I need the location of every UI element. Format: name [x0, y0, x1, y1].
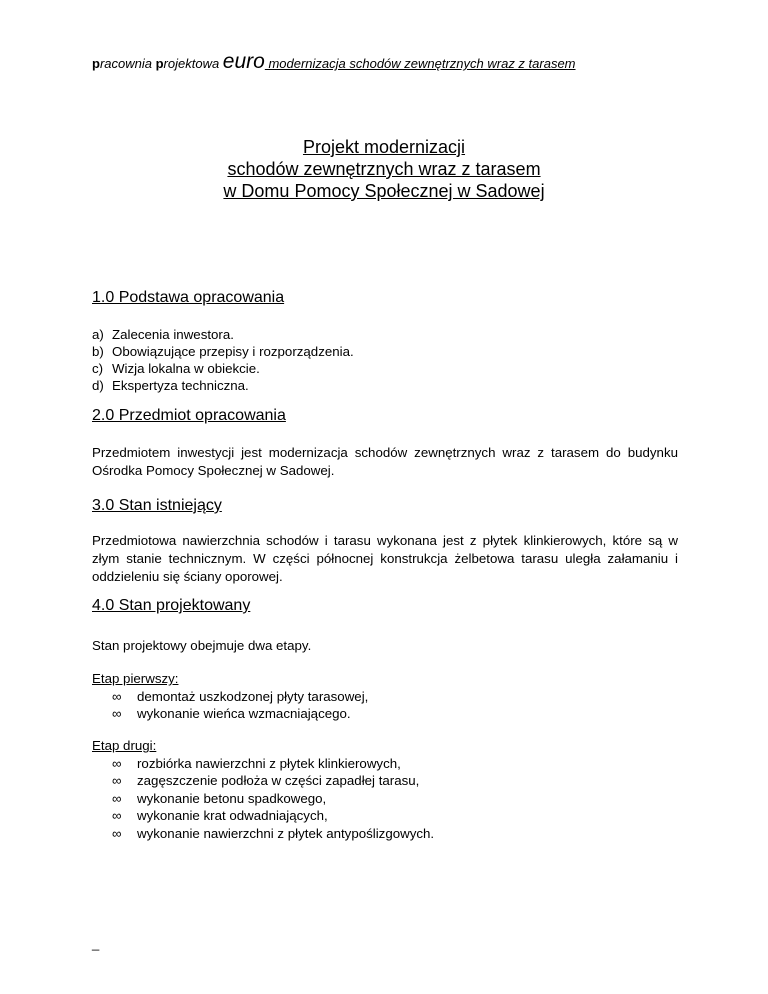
title-line-1: Projekt modernizacji: [302, 137, 466, 157]
bullet-infinity-icon: ∞: [112, 755, 122, 771]
section-3-paragraph: Przedmiotowa nawierzchnia schodów i tarasu wykonana jest z płytek klinkierowych, które są w złym stanie technicznym. W części północnej konstrukcja żelbetowa tarasu uległa załamaniu i oddzieleniu się ściany oporowej.: [92, 533, 678, 584]
list-item: [92, 755, 434, 773]
bullet-infinity-icon: ∞: [112, 773, 122, 788]
header-initial-p2: p: [155, 56, 164, 71]
list-text: wykonanie krat odwadniających,: [137, 808, 328, 823]
list-item: [92, 326, 354, 343]
section-4-heading: 4.0 Stan projektowany: [92, 597, 251, 614]
list-text: rozbiórka nawierzchni z płytek klinkierowych,: [137, 755, 401, 771]
list-item: [92, 377, 354, 394]
section-3-heading: 3.0 Stan istniejący: [92, 497, 222, 514]
header-initial-p1: p: [92, 56, 100, 71]
list-text: Zalecenia inwestora.: [112, 327, 234, 342]
list-item: [92, 825, 434, 843]
title-line-3: w Domu Pomocy Społecznej w Sadowej: [223, 181, 545, 201]
list-text: Wizja lokalna w obiekcie.: [112, 361, 260, 376]
bullet-infinity-icon: ∞: [112, 790, 122, 806]
list-item: [92, 772, 434, 790]
section-1-list: [92, 326, 354, 394]
bullet-infinity-icon: ∞: [112, 825, 122, 841]
list-item: [92, 360, 354, 377]
list-marker: a): [92, 327, 104, 342]
list-item: [92, 343, 354, 360]
bullet-infinity-icon: ∞: [112, 706, 122, 721]
section-2-paragraph: Przedmiotem inwestycji jest modernizacja schodów zewnętrznych wraz z tarasem do budynku Ośrodka Pomocy Społecznej w Sadowej.: [92, 445, 678, 478]
list-item: [92, 807, 434, 825]
list-marker: d): [92, 378, 104, 393]
etap-1-label: Etap pierwszy:: [92, 671, 179, 686]
list-item: [92, 688, 368, 706]
section-2-heading: 2.0 Przedmiot opracowania: [92, 407, 286, 424]
list-text: wykonanie wieńca wzmacniającego.: [137, 706, 351, 721]
list-text: Ekspertyza techniczna.: [112, 378, 249, 393]
etap-1-block: [92, 670, 368, 723]
header-subtitle: modernizacja schodów zewnętrznych wraz z tarasem: [264, 56, 576, 71]
section-1-heading: 1.0 Podstawa opracowania: [92, 289, 285, 306]
list-text: wykonanie nawierzchni z płytek antypoślizgowych.: [137, 825, 435, 841]
header-word-projektowa: rojektowa: [163, 56, 223, 71]
list-text: zagęszczenie podłoża w części zapadłej tarasu,: [137, 773, 420, 788]
etap-2-label: Etap drugi:: [92, 738, 157, 753]
footer-mark: _: [92, 936, 100, 951]
header-word-pracownia: racownia: [99, 56, 156, 71]
list-marker: b): [92, 344, 104, 359]
list-text: demontaż uszkodzonej płyty tarasowej,: [137, 688, 369, 704]
list-marker: c): [92, 361, 104, 376]
bullet-infinity-icon: ∞: [112, 808, 122, 823]
list-item: [92, 705, 368, 723]
running-header: [92, 50, 692, 74]
document-title: [0, 136, 768, 202]
title-line-2: schodów zewnętrznych wraz z tarasem: [227, 159, 541, 179]
list-item: [92, 790, 434, 808]
bullet-infinity-icon: ∞: [112, 688, 122, 704]
section-4-intro: Stan projektowy obejmuje dwa etapy.: [92, 638, 312, 653]
list-text: Obowiązujące przepisy i rozporządzenia.: [112, 344, 354, 359]
header-brand-euro: euro: [222, 50, 265, 73]
etap-2-block: [92, 737, 434, 842]
list-text: wykonanie betonu spadkowego,: [137, 790, 327, 806]
